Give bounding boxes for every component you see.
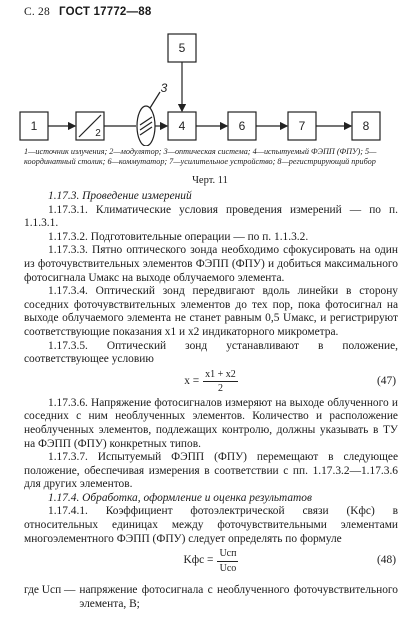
- eq47-numerator: x1 + x2: [203, 368, 238, 383]
- figure-label: Черт. 11: [192, 175, 228, 186]
- block-diagram: [0, 24, 420, 146]
- paragraph: 1.17.4.1. Коэффициент фотоэлектрической связи (Kфс) в относительных единицах между фоточувствительными элементами многоэлементного ФЭПП (ФПУ) следует определять по формуле: [24, 505, 398, 545]
- equation-47: [24, 367, 398, 397]
- eq48-fraction: [217, 547, 238, 575]
- block-label-6: 6: [238, 119, 246, 133]
- block-label-2: 2: [95, 128, 101, 139]
- block-label-4: 4: [178, 119, 186, 133]
- section-heading: 1.17.4. Обработка, оформление и оценка результатов: [48, 491, 312, 504]
- paragraph: 1.17.3.3. Пятно оптического зонда необходимо сфокусировать на один из фоточувствительных элементов ФЭПП (ФПУ) и добиться максимального фотосигнала Uмакс на выходе облучаемого элемента.: [24, 244, 398, 284]
- eq48-numerator: Uсп: [217, 547, 238, 562]
- block-label-5: 5: [178, 41, 186, 55]
- equation-48: [24, 546, 398, 576]
- figure-caption: 1—источник излучения; 2—модулятор; 3—оптическая система; 4—испытуемый ФЭПП (ФПУ); 5—координатный столик; 6—коммутатор; 7—усилительное устройство; 8—регистрирующий прибор: [24, 147, 377, 166]
- paragraph: 1.17.3.7. Испытуемый ФЭПП (ФПУ) перемещают в следующее положение, обеспечивая измерения в соответствии с пп. 1.17.3.2—1.17.3.6 для других элементов.: [24, 451, 398, 491]
- term-symbol: где Uсп —: [24, 584, 76, 597]
- term-definition: [24, 584, 398, 611]
- paragraph: 1.17.3.6. Напряжение фотосигналов измеряют на выходе облученного и соседних с ним необлученных элементов. Количество и расположение необлученных элементов, подлежащих контролю, должны указывать в ТУ на ФЭПП (ФПУ) конкретных типов.: [24, 396, 398, 450]
- paragraph: 1.17.3.4. Оптический зонд передвигают вдоль линейки в сторону соседних фоточувствительных элементов до тех пор, пока фотосигнал на выходе облучаемого элемента не станет равным 0,5 Uмакс, и регистрируют соответствующие показания x1 и x2 индикаторного микрометра.: [24, 285, 398, 338]
- equation-number: (48): [377, 554, 396, 567]
- equation-number: (47): [377, 374, 396, 387]
- section-heading: 1.17.3. Проведение измерений: [48, 190, 192, 202]
- paragraph: 1.17.3.5. Оптический зонд устанавливают в положение, соответствующее условию: [24, 339, 398, 366]
- eq48-lhs: Kфс =: [183, 554, 214, 567]
- eq47-denominator: 2: [217, 383, 223, 395]
- eq48-denominator: Uсо: [219, 562, 237, 574]
- block-label-8: 8: [362, 119, 370, 133]
- paragraph: 1.17.3.1. Климатические условия проведения измерений — по п. 1.1.3.1.: [24, 203, 398, 230]
- body-text: [24, 190, 398, 611]
- page-number: С. 28: [24, 6, 50, 18]
- optic-label-3: 3: [160, 81, 168, 95]
- block-label-1: 1: [30, 119, 38, 133]
- standard-number: ГОСТ 17772—88: [59, 6, 152, 18]
- paragraph: 1.17.3.2. Подготовительные операции — по п. 1.1.3.2.: [48, 230, 309, 243]
- eq47-fraction: [203, 368, 238, 396]
- eq47-lhs: x =: [184, 374, 200, 387]
- page-header: [24, 6, 151, 18]
- block-label-7: 7: [298, 119, 306, 133]
- term-text: напряжение фотосигнала с необлученного фоточувствительного элемента, В;: [79, 584, 398, 610]
